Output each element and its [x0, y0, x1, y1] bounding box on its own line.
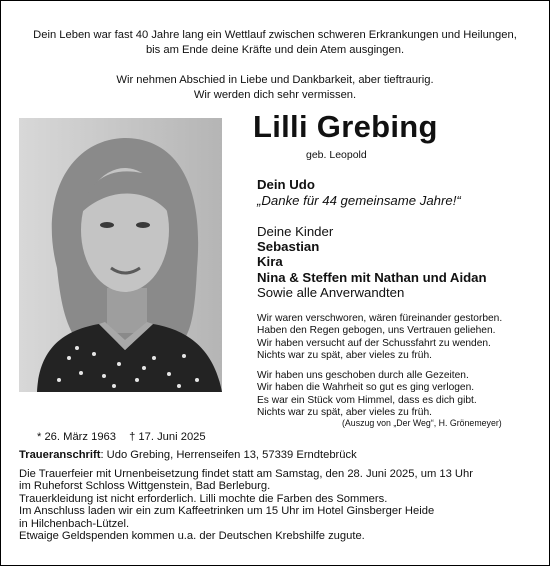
info-line: Im Anschluss laden wir ein zum Kaffeetrinken um 15 Uhr im Hotel Ginsberger Heide: [19, 505, 435, 518]
poem-stanza: [257, 370, 477, 420]
address-label: Traueranschrift: [19, 449, 101, 461]
maiden-name: geb. Leopold: [306, 149, 367, 161]
info-line: Trauerkleidung ist nicht erforderlich. Lilli mochte die Farben des Sommers.: [19, 492, 388, 505]
poem-line: Wir haben uns geschoben durch alle Gezeiten.: [257, 370, 469, 381]
portrait-image: [19, 118, 222, 392]
intro-text: [1, 28, 549, 58]
info-line: im Ruheforst Schloss Wittgenstein, Bad Berleburg.: [19, 480, 271, 493]
partner-line: Dein Udo: [257, 177, 315, 192]
farewell-line: Wir werden dich sehr vermissen.: [193, 89, 357, 101]
family-member: Kira: [257, 254, 283, 269]
deceased-name: Lilli Grebing: [253, 109, 438, 144]
info-line: in Hilchenbach-Lützel.: [19, 517, 130, 530]
mourning-address: [19, 449, 357, 461]
poem-line: Wir haben die Wahrheit so gut es ging verlogen.: [257, 382, 475, 394]
portrait-photo: [19, 118, 222, 392]
poem-line: Es war ein Stück vom Himmel, dass es dich gibt.: [257, 394, 477, 406]
poem-source: (Auszug von „Der Weg“, H. Grönemeyer): [342, 418, 502, 428]
death-date: † 17. Juni 2025: [129, 431, 206, 443]
address-text: : Udo Grebing, Herrenseifen 13, 57339 Erndtebrück: [100, 449, 357, 461]
family-intro: Deine Kinder: [257, 224, 334, 239]
intro-line: bis am Ende deine Kräfte und dein Atem ausgingen.: [145, 44, 405, 56]
intro-line: Dein Leben war fast 40 Jahre lang ein Wettlauf zwischen schweren Erkrankungen und Heilungen,: [33, 29, 517, 41]
poem-line: Wir haben versucht auf der Schussfahrt zu wenden.: [257, 337, 491, 349]
funeral-info: [19, 468, 473, 542]
farewell-text: [1, 73, 549, 103]
poem-line: Haben den Regen gebogen, uns Vertrauen geliehen.: [257, 325, 496, 337]
life-dates: [37, 431, 216, 443]
family-closing: Sowie alle Anverwandten: [257, 285, 405, 300]
family-member: Sebastian: [257, 239, 320, 254]
family-member: Nina & Steffen mit Nathan und Aidan: [257, 270, 487, 285]
poem-line: Nichts war zu spät, aber vieles zu früh.: [257, 350, 432, 362]
birth-date: * 26. März 1963: [37, 431, 116, 443]
poem-line: Wir waren verschworen, wären füreinander gestorben.: [257, 313, 503, 324]
poem-stanza: [257, 313, 502, 363]
farewell-line: Wir nehmen Abschied in Liebe und Dankbarkeit, aber tieftraurig.: [116, 74, 434, 86]
info-line: Die Trauerfeier mit Urnenbeisetzung findet statt am Samstag, den 28. Juni 2025, um 13 Uhr: [19, 468, 473, 480]
info-line: Etwaige Geldspenden kommen u.a. der Deutschen Krebshilfe zugute.: [19, 530, 365, 543]
poem-line: Nichts war zu spät, aber vieles zu früh.: [257, 407, 432, 419]
partner-quote: „Danke für 44 gemeinsame Jahre!“: [257, 193, 461, 208]
